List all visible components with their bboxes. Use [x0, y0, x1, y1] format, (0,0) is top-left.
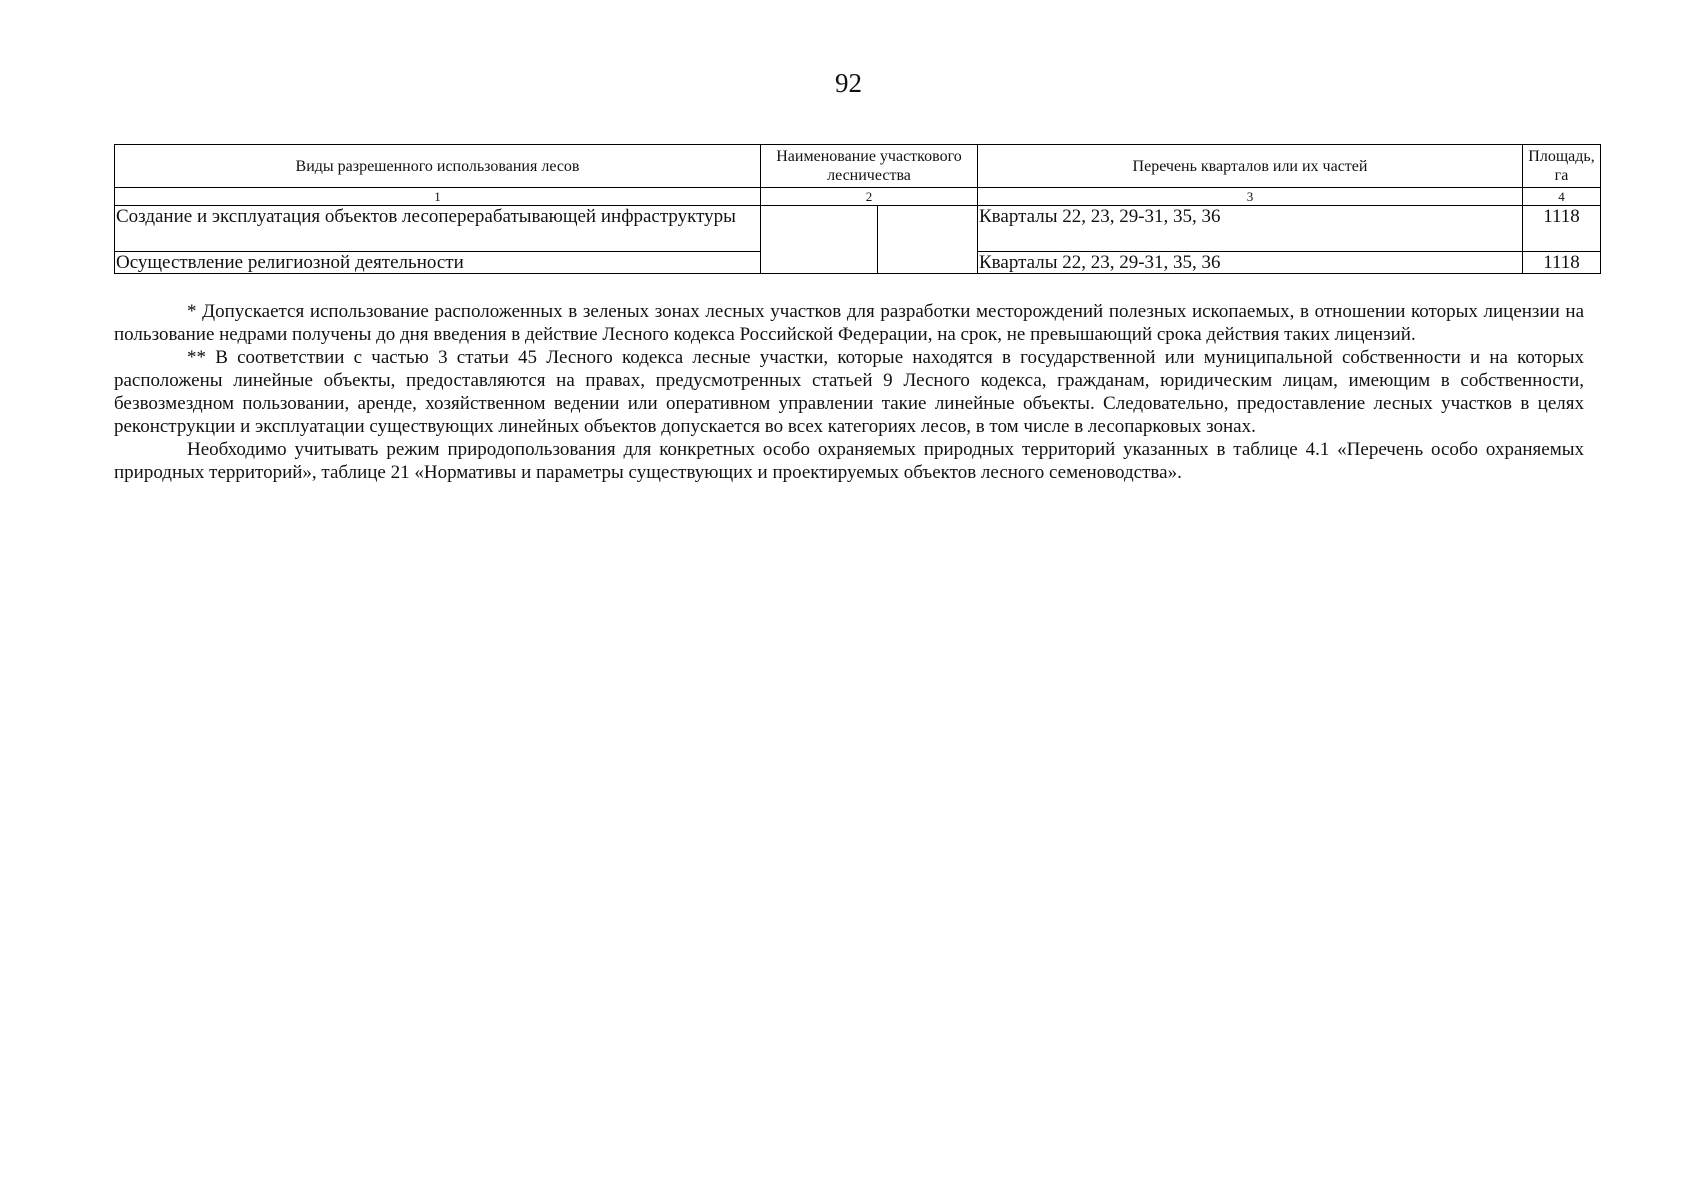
- row-forestry-name: [761, 206, 978, 274]
- table-row: [115, 206, 1601, 252]
- row-use-type: Осуществление религиозной деятельности: [115, 251, 761, 273]
- table-column-numbers-row: [115, 188, 1601, 206]
- header-use-types: Виды разрешенного использования лесов: [115, 145, 761, 188]
- footnote-single-asterisk: * Допускается использование расположенных в зеленых зонах лесных участков для разработки месторождений полезных ископаемых, в отношении которых лицензии на пользование недрами получены до дня введения в действие Лесного кодекса Российской Федерации, на срок, не превышающий срока действия таких лицензий.: [114, 301, 1584, 345]
- footnote-double-asterisk: ** В соответствии с частью 3 статьи 45 Лесного кодекса лесные участки, которые находятся в государственной или муниципальной собственности и на которых расположены линейные объекты, предоставляются на правах, предусмотренных статьей 9 Лесного кодекса, гражданам, юридическим лицам, имеющим в собственности, безвозмездном пользовании, аренде, хозяйственном ведении или оперативном управлении такие линейные объекты. Следовательно, предоставление лесных участков в целях реконструкции и эксплуатации существующих линейных объектов допускается во всех категориях лесов, в том числе в лесопарковых зонах.: [114, 347, 1584, 437]
- row-area: 1118: [1523, 206, 1601, 252]
- forest-use-table: [114, 144, 1601, 274]
- header-quarters-list: Перечень кварталов или их частей: [978, 145, 1523, 188]
- column-number: 2: [761, 188, 978, 206]
- column-number: 3: [978, 188, 1523, 206]
- table-header-row: [115, 145, 1601, 188]
- note-nature-management: Необходимо учитывать режим природопользования для конкретных особо охраняемых природных территорий указанных в таблице 4.1 «Перечень особо охраняемых природных территорий», таблице 21 «Нормативы и параметры существующих и проектируемых объектов лесного семеноводства».: [114, 439, 1584, 483]
- column-number: 1: [115, 188, 761, 206]
- header-area: Площадь, га: [1523, 145, 1601, 188]
- row-use-type: Создание и эксплуатация объектов лесоперерабатывающей инфраструктуры: [115, 206, 761, 252]
- header-forestry-name: Наименование участкового лесничества: [761, 145, 978, 188]
- page-number: 92: [835, 68, 862, 98]
- cell-divider-line: [877, 206, 878, 273]
- row-quarters: Кварталы 22, 23, 29-31, 35, 36: [978, 251, 1523, 273]
- column-number: 4: [1523, 188, 1601, 206]
- forestry-cell-split: [762, 206, 976, 273]
- row-quarters: Кварталы 22, 23, 29-31, 35, 36: [978, 206, 1523, 252]
- footnotes: [114, 300, 1584, 484]
- row-area: 1118: [1523, 251, 1601, 273]
